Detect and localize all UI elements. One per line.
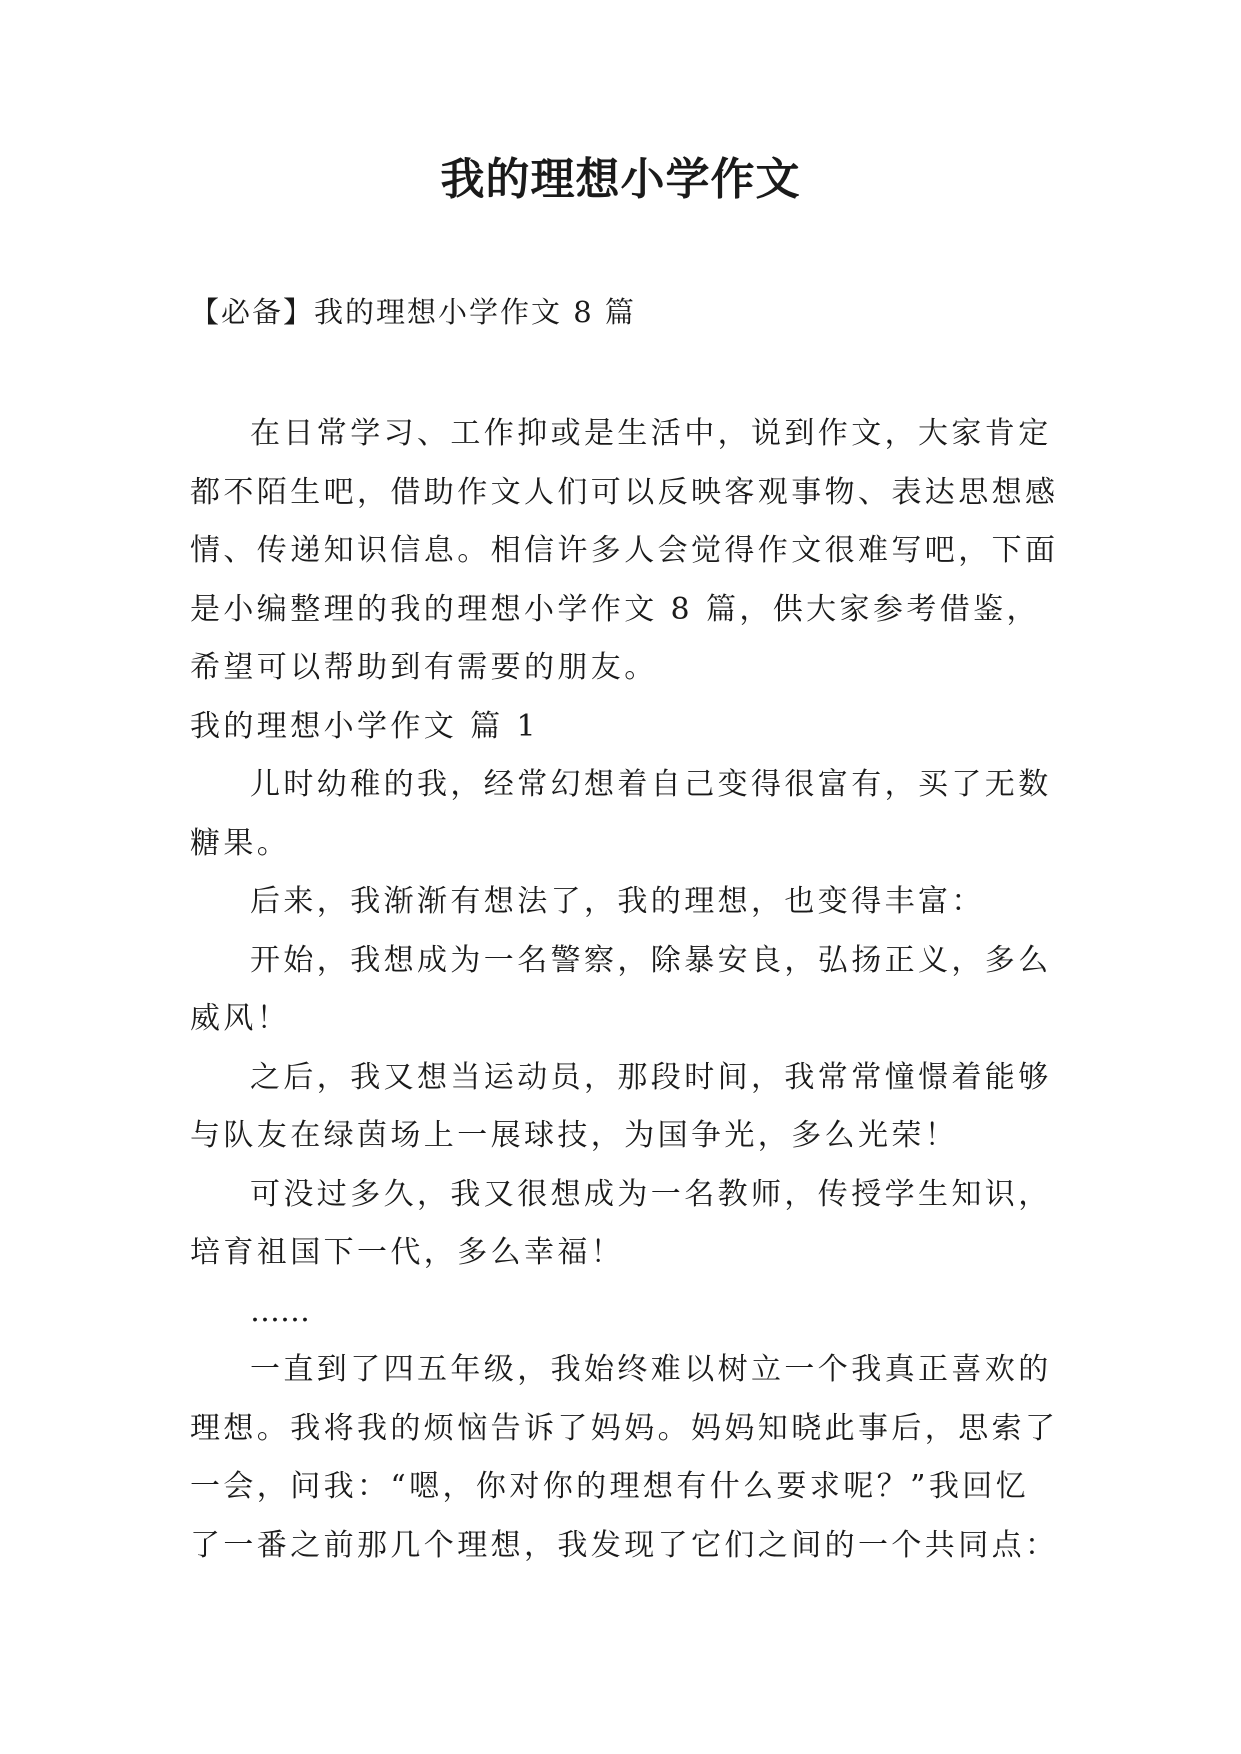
- section-heading: 我的理想小学作文 篇 1: [190, 708, 539, 744]
- document-title: 我的理想小学作文: [440, 154, 801, 205]
- body-paragraph: 开始，我想成为一名警察，除暴安良，弘扬正义，多么威风！: [190, 942, 1052, 1036]
- body-paragraph: 一直到了四五年级，我始终难以树立一个我真正喜欢的理想。我将我的烦恼告诉了妈妈。妈妈知晓此事后，思索了一会，问我：“嗯，你对你的理想有什么要求呢？”我回忆了一番之前那几个理想，我发现了它们之间的一个共同点：: [190, 1352, 1059, 1563]
- body-paragraph: 可没过多久，我又很想成为一名教师，传授学生知识，培育祖国下一代，多么幸福！: [190, 1176, 1052, 1270]
- body-paragraph: 后来，我渐渐有想法了，我的理想，也变得丰富：: [250, 884, 985, 919]
- document-body: [190, 405, 1060, 1575]
- document-subtitle: 【必备】我的理想小学作文 8 篇: [190, 295, 636, 329]
- body-paragraph: 儿时幼稚的我，经常幻想着自己变得很富有，买了无数糖果。: [190, 767, 1052, 861]
- ellipsis-paragraph: ……: [250, 1293, 310, 1329]
- intro-paragraph: 在日常学习、工作抑或是生活中，说到作文，大家肯定都不陌生吧，借助作文人们可以反映客观事物、表达思想感情、传递知识信息。相信许多人会觉得作文很难写吧，下面是小编整理的我的理想小学作文 8 篇，供大家参考借鉴，希望可以帮助到有需要的朋友。: [190, 416, 1059, 685]
- body-paragraph: 之后，我又想当运动员，那段时间，我常常憧憬着能够与队友在绿茵场上一展球技，为国争光，多么光荣！: [190, 1059, 1052, 1153]
